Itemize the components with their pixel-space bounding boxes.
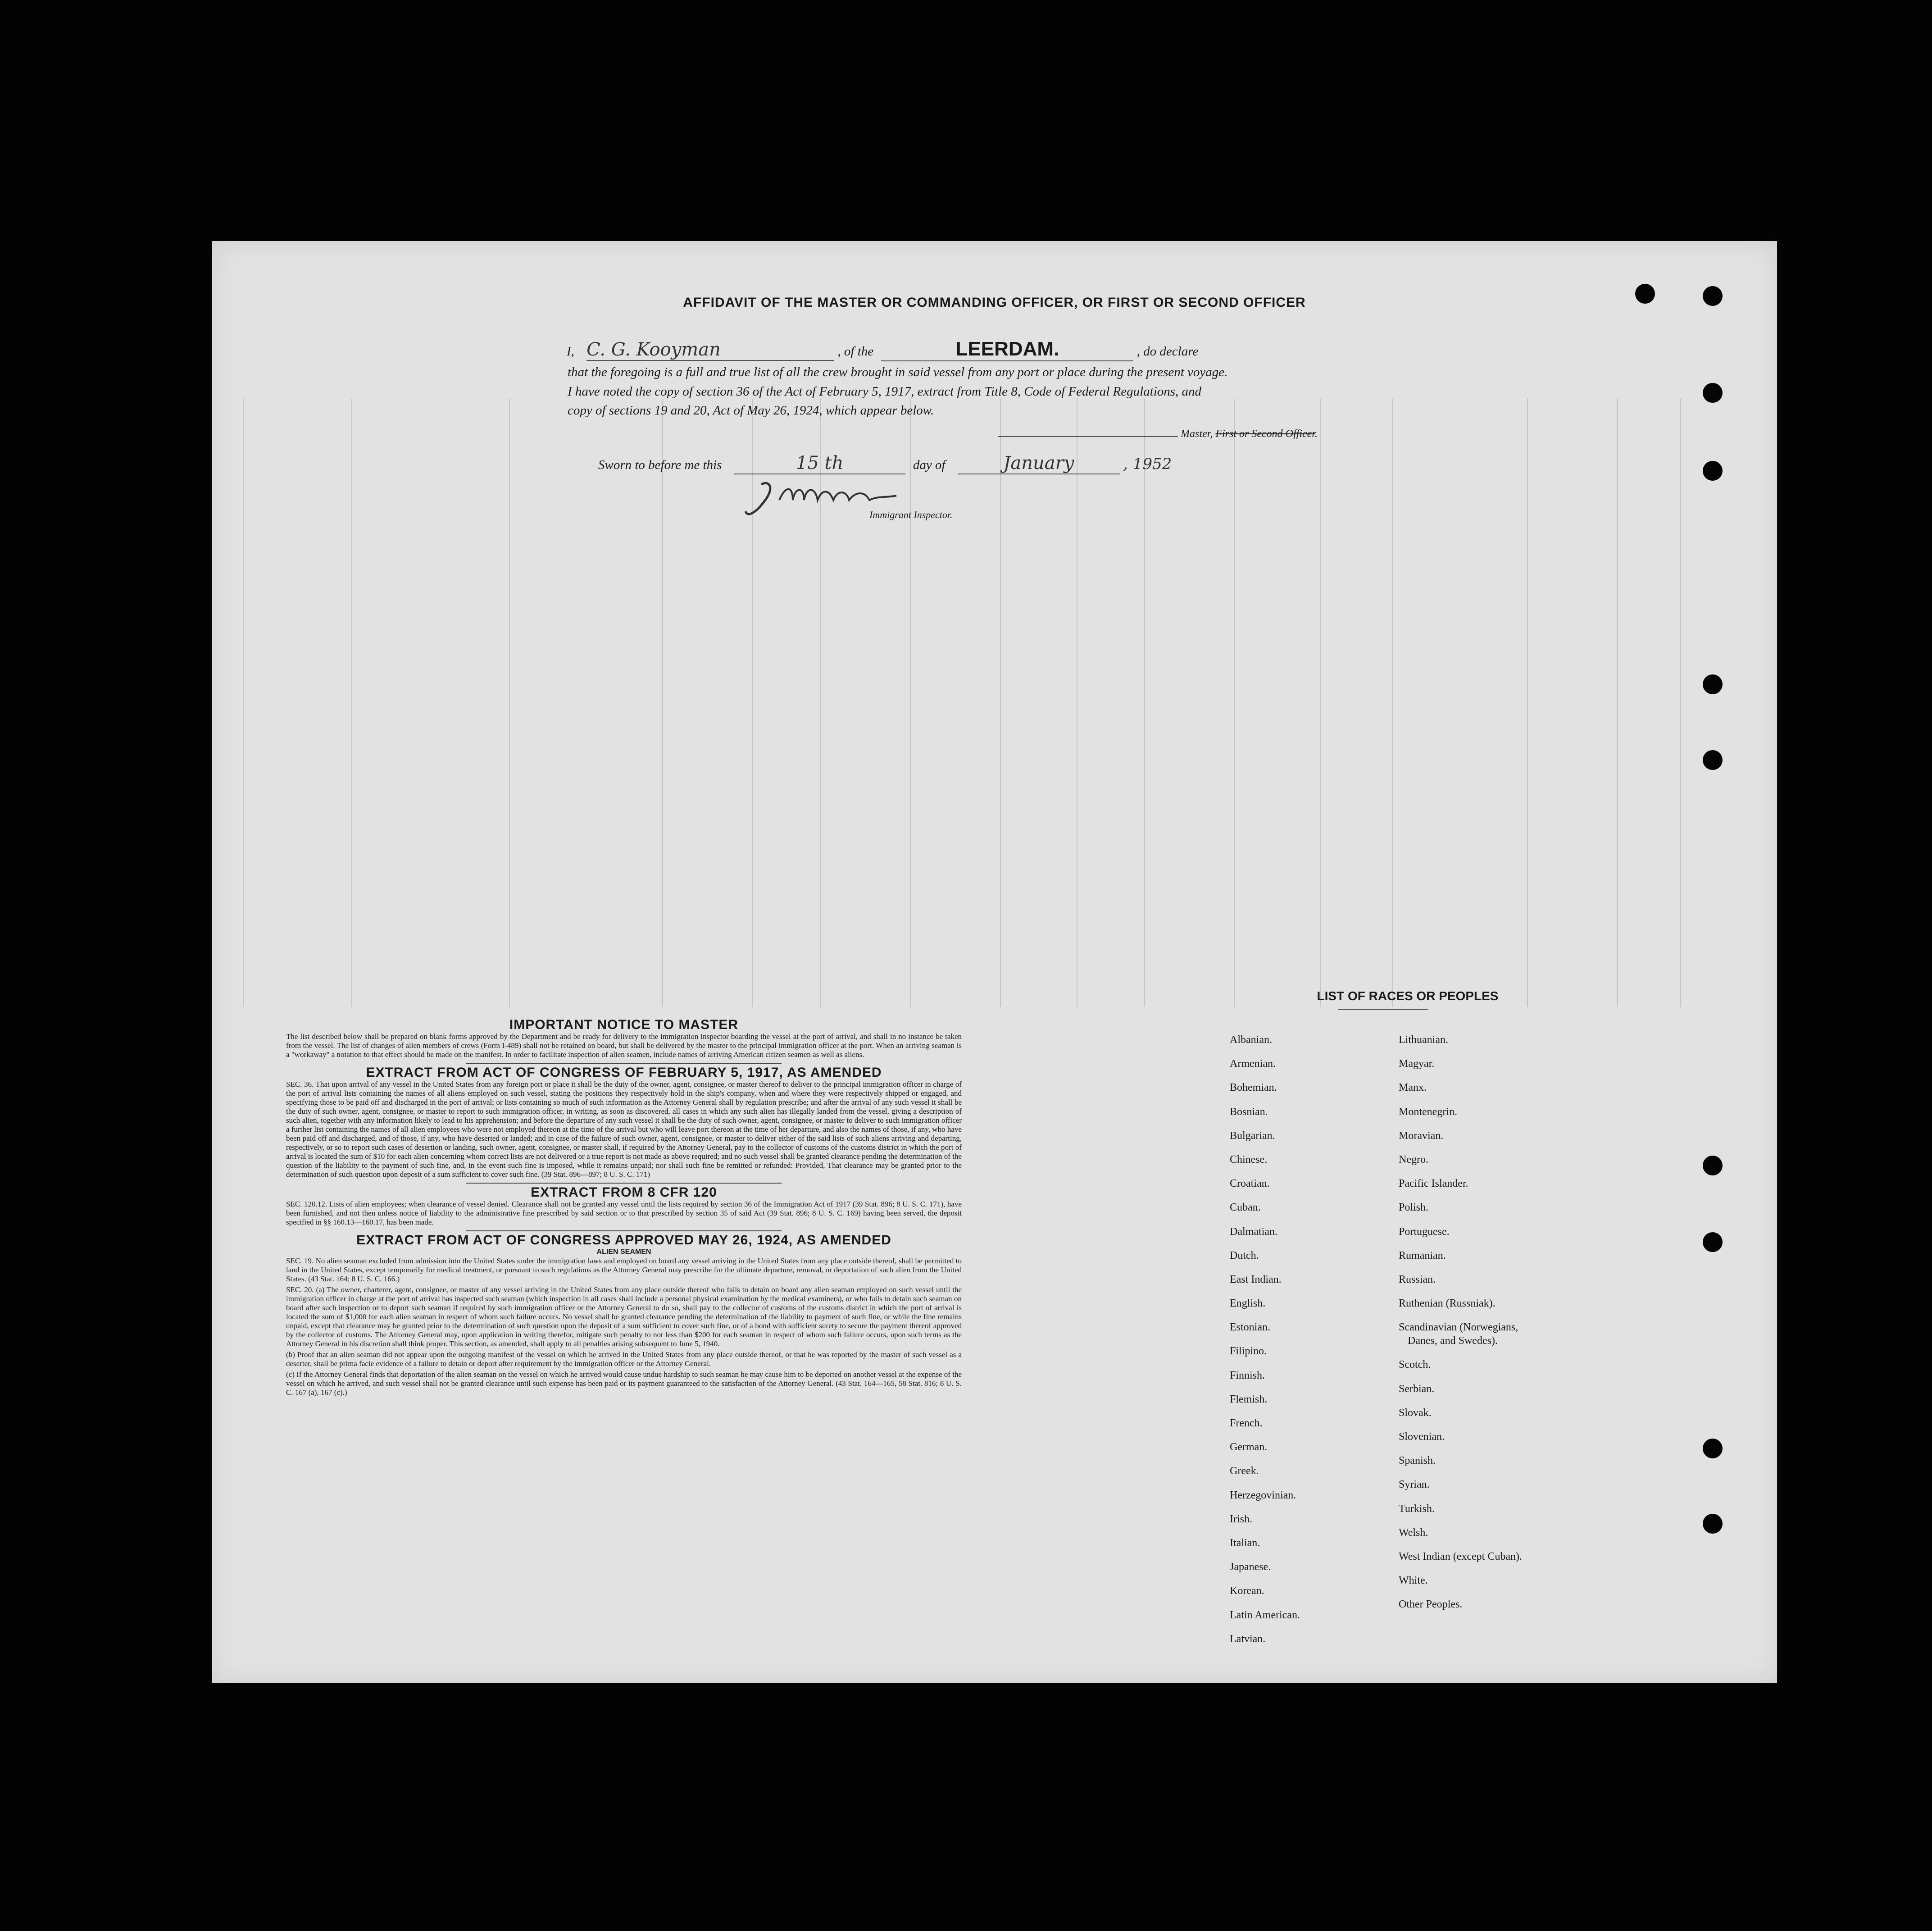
race-item: Dutch. bbox=[1230, 1249, 1259, 1262]
race-item: Italian. bbox=[1230, 1537, 1260, 1549]
race-item: Slovenian. bbox=[1399, 1431, 1445, 1443]
sworn-label: Sworn to before me this bbox=[598, 458, 722, 472]
ghost-column-line bbox=[662, 399, 663, 1007]
of-the-label: , of the bbox=[837, 344, 874, 359]
punch-hole bbox=[1703, 461, 1723, 481]
race-item: German. bbox=[1230, 1441, 1268, 1453]
race-item: Montenegrin. bbox=[1399, 1106, 1457, 1118]
do-declare-label: , do declare bbox=[1136, 344, 1199, 359]
year-handwriting: , 1952 bbox=[1123, 455, 1172, 473]
race-item: Polish. bbox=[1399, 1202, 1429, 1214]
race-item: Estonian. bbox=[1230, 1321, 1270, 1334]
race-item: Turkish. bbox=[1399, 1503, 1435, 1515]
extract-1924-sec19: SEC. 19. No alien seaman excluded from admission into the United States under the immigration laws and employed on board any vessel arriving in the United States from any place outside thereof, shall be permitted to land in the United States, except temporarily for medical treatment, or pursuant to such regulations as the Attorney General may prescribe for the ultimate departure, removal, or deportation of such alien from the United States. (43 Stat. 164; 8 U. S. C. 166.) bbox=[286, 1257, 962, 1283]
race-item: Slovak. bbox=[1399, 1407, 1432, 1419]
race-item: Armenian. bbox=[1230, 1058, 1276, 1070]
race-item: Russian. bbox=[1399, 1273, 1436, 1285]
day-of-label: day of bbox=[913, 458, 946, 472]
ghost-column-line bbox=[351, 399, 352, 1007]
race-item: East Indian. bbox=[1230, 1273, 1282, 1285]
race-item: Bosnian. bbox=[1230, 1106, 1268, 1118]
ship-name-field bbox=[881, 338, 1133, 361]
race-item: Ruthenian (Russniak). bbox=[1399, 1298, 1496, 1310]
ghost-column-line bbox=[1000, 399, 1001, 1007]
affidavit-line-2: that the foregoing is a full and true list of all the crew brought in said vessel from any port or place during the present voyage. bbox=[568, 365, 1228, 379]
race-item: Latvian. bbox=[1230, 1633, 1266, 1645]
race-item: Spanish. bbox=[1399, 1455, 1436, 1467]
extract-1917-body: SEC. 36. That upon arrival of any vessel in the United States from any foreign port or place it shall be the duty of the owner, agent, consignee, or master thereof to deliver to the principal immigration officer in charge of the port of arrival lists containing the names of all aliens employed on such vessel, stating the positions they respectively hold in the ship's company, when and where they were respectively shipped or engaged, and specifying those to be paid off and discharged in the port of arrival; or lists containing so much of such information as the Attorney General shall by regulation prescribe; and after the arrival of any such vessel it shall be the duty of such owner, agent, consignee, or master to report to such immigration officer, in writing, as soon as discovered, all cases in which any such alien has illegally landed from the vessel, giving a description of such alien, together with any information likely to lead to his apprehension; and before the departure of any such vessel it shall be the duty of such owner, agent, consignee, or master to deliver to such immigration officer a further list containing the names of all alien employees who were not employed thereon at the time of the arrival but who will leave port thereon at the time of her departure, and also the names of those, if any, who have been paid off and discharged, and of those, if any, who have deserted or landed; and in case of the failure of such owner, agent, consignee, or master to deliver either of the said lists of such aliens arriving and departing, respectively, or so to report such cases of desertion or landing, such owner, agent, consignee, or master shall, if required by the Attorney General, pay to the collector of customs of the customs district in which the port of arrival is located the sum of $10 for each alien concerning whom correct lists are not delivered or a true report is not made as above required; and no such vessel shall be granted clearance pending the determination of the question of the liability to the payment of such fine, and, in the event such fine is imposed, while it remains unpaid; nor shall such fine be remitted or refunded: Provided, That clearance may be granted prior to the determination of such question upon deposit of a sum sufficient to cover such fine. (39 Stat. 896—897; 8 U. S. C. 171) bbox=[286, 1080, 962, 1179]
ghost-column-line bbox=[1144, 399, 1145, 1007]
ghost-column-line bbox=[1392, 399, 1393, 1007]
race-item: Pacific Islander. bbox=[1399, 1178, 1468, 1190]
punch-hole bbox=[1703, 383, 1723, 403]
i-label: I, bbox=[567, 344, 574, 359]
race-item: Portuguese. bbox=[1399, 1225, 1450, 1238]
race-item: Cuban. bbox=[1230, 1202, 1261, 1214]
notice-title: IMPORTANT NOTICE TO MASTER bbox=[509, 1017, 739, 1032]
extract-1917-title: EXTRACT FROM ACT OF CONGRESS OF FEBRUARY 5, 1917, AS AMENDED bbox=[366, 1065, 882, 1080]
ghost-column-line bbox=[243, 399, 244, 1007]
officer-struck-label: First or Second Officer bbox=[1215, 428, 1315, 440]
punch-hole bbox=[1703, 1514, 1723, 1534]
race-item: Bulgarian. bbox=[1230, 1129, 1275, 1142]
race-item: Danes, and Swedes). bbox=[1408, 1335, 1498, 1347]
race-item: Manx. bbox=[1399, 1082, 1427, 1094]
extract-1924-sec20c: (c) If the Attorney General finds that deportation of the alien seaman on the vessel on which he arrived would cause undue hardship to such seaman he may cause him to be deported on another vessel at the expense of the vessel on which he arrived, and such vessel shall not be granted clearance until such expense has been paid or its payment guaranteed to the satisfaction of the Attorney General. (43 Stat. 164—165, 58 Stat. 816; 8 U. S. C. 167 (a), 167 (c).) bbox=[286, 1370, 962, 1397]
race-item: English. bbox=[1230, 1298, 1266, 1310]
races-title: LIST OF RACES OR PEOPLES bbox=[1317, 989, 1499, 1003]
ghost-column-line bbox=[509, 399, 510, 1007]
extract-cfr-body: SEC. 120.12. Lists of alien employees; when clearance of vessel denied. Clearance shall not be granted any vessel until the lists required by section 36 of the Immigration Act of 1917 (39 Stat. 896; 8 U. S. C. 171), have been furnished, and not then unless notice of liability to the administrative fine prescribed by said section or to that prescribed by section 35 of said Act (39 Stat. 896; 8 U. S. C. 169) having been served, the deposit specified in §§ 160.13—160.17, has been made. bbox=[286, 1200, 962, 1226]
ghost-column-line bbox=[1320, 399, 1321, 1007]
race-item: Finnish. bbox=[1230, 1369, 1265, 1381]
day-handwriting: 15 th bbox=[796, 453, 844, 474]
race-item: Serbian. bbox=[1399, 1383, 1435, 1395]
extract-1924-sec20a: SEC. 20. (a) The owner, charterer, agent, consignee, or master of any vessel arriving in the United States from any place outside thereof who fails to detain on board any alien seaman employed on such vessel until the immigration officer in charge at the port of arrival has inspected such seaman (which inspection in all cases shall include a personal physical examination by the medical examiners), or who fails to detain such seaman on board after such inspection or to deport such seaman if required by such immigration officer or the Attorney General to do so, shall pay to the collector of customs of the customs district in which the port of arrival is located the sum of $1,000 for each alien seaman in respect of whom such failure occurs. No vessel shall be granted clearance pending the determination of the liability to payment of such fine, or while the fine remains unpaid, except that clearance may be granted prior to the determination of such question upon the deposit of a sum sufficient to cover such fine, or of a bond with sufficient surety to secure the payment thereof approved by the collector of customs. The Attorney General may, upon application in writing therefor, mitigate such penalty to not less than $200 for each seaman in respect of whom such failure occurs, upon such terms as the Attorney General in his discretion shall think proper. This section, as amended, shall apply to all penalties arising subsequent to June 5, 1940. bbox=[286, 1285, 962, 1348]
divider bbox=[466, 1230, 782, 1231]
race-item: Korean. bbox=[1230, 1585, 1264, 1597]
notice-body: The list described below shall be prepared on blank forms approved by the Department and be ready for delivery to the immigration inspector boarding the vessel at the port of arrival, and shall in no instance be taken from the vessel. The list of changes of alien members of crews (Form I-489) shall not be retained on board, but shall be delivered by the master to the principal immigration officer at the port. When an arriving seaman is a "workaway" a notation to that effect should be made on the manifest. In order to facilitate inspection of alien seamen, include names of arriving American citizen seamen as well as aliens. bbox=[286, 1032, 962, 1059]
race-item: Syrian. bbox=[1399, 1479, 1430, 1491]
race-item: Dalmatian. bbox=[1230, 1225, 1277, 1238]
race-item: Albanian. bbox=[1230, 1034, 1272, 1046]
master-signature-field bbox=[998, 436, 1178, 437]
affidavit-line-4: copy of sections 19 and 20, Act of May 26, 1924, which appear below. bbox=[568, 403, 934, 418]
affidavit-title: AFFIDAVIT OF THE MASTER OR COMMANDING OFFICER, OR FIRST OR SECOND OFFICER bbox=[683, 295, 1306, 310]
extract-cfr-title: EXTRACT FROM 8 CFR 120 bbox=[531, 1185, 717, 1200]
day-field bbox=[734, 453, 905, 474]
race-item: Moravian. bbox=[1399, 1129, 1444, 1142]
sworn-line bbox=[598, 453, 1172, 474]
race-item: French. bbox=[1230, 1417, 1263, 1429]
race-item: Magyar. bbox=[1399, 1058, 1435, 1070]
race-item: Chinese. bbox=[1230, 1153, 1268, 1166]
race-item: Japanese. bbox=[1230, 1561, 1271, 1573]
month-handwriting: January bbox=[1003, 453, 1074, 474]
race-item: Lithuanian. bbox=[1399, 1034, 1448, 1046]
races-left-column bbox=[1230, 1034, 1300, 1657]
inspector-label: Immigrant Inspector. bbox=[869, 509, 953, 520]
master-line: Master, First or Second Officer. bbox=[998, 428, 1318, 440]
race-item: Rumanian. bbox=[1399, 1249, 1446, 1262]
race-item: Scandinavian (Norwegians, bbox=[1399, 1321, 1518, 1334]
punch-hole bbox=[1703, 674, 1723, 694]
race-item: Herzegovinian. bbox=[1230, 1489, 1296, 1501]
extract-1924-title: EXTRACT FROM ACT OF CONGRESS APPROVED MAY 26, 1924, AS AMENDED bbox=[356, 1233, 891, 1248]
race-item: Greek. bbox=[1230, 1465, 1259, 1477]
important-notice bbox=[286, 1016, 962, 1399]
officer-name-handwriting: C. G. Kooyman bbox=[586, 339, 721, 360]
ship-name: LEERDAM. bbox=[955, 338, 1059, 360]
affidavit-line-3: I have noted the copy of section 36 of the Act of February 5, 1917, extract from Title 8, Code of Federal Regulations, and bbox=[568, 384, 1202, 399]
manifest-sheet bbox=[212, 241, 1777, 1683]
race-item: West Indian (except Cuban). bbox=[1399, 1550, 1522, 1562]
race-item: Croatian. bbox=[1230, 1178, 1270, 1190]
race-item: Filipino. bbox=[1230, 1345, 1267, 1357]
race-item: Latin American. bbox=[1230, 1609, 1300, 1621]
race-item: Other Peoples. bbox=[1399, 1599, 1463, 1611]
divider bbox=[1338, 1009, 1428, 1010]
affidavit-declaration-line bbox=[567, 338, 1198, 361]
punch-hole bbox=[1703, 1156, 1723, 1175]
ghost-column-line bbox=[1527, 399, 1528, 1007]
divider bbox=[466, 1063, 782, 1064]
month-field bbox=[958, 453, 1120, 474]
punch-hole bbox=[1703, 750, 1723, 770]
ghost-column-line bbox=[1234, 399, 1235, 1007]
race-item: White. bbox=[1399, 1575, 1428, 1587]
race-item: Irish. bbox=[1230, 1513, 1252, 1525]
officer-name-field bbox=[586, 339, 834, 361]
ghost-column-line bbox=[1680, 399, 1681, 1007]
race-item: Bohemian. bbox=[1230, 1082, 1277, 1094]
race-item: Negro. bbox=[1399, 1153, 1428, 1166]
alien-seamen-subtitle: ALIEN SEAMEN bbox=[596, 1248, 651, 1256]
divider bbox=[466, 1183, 782, 1184]
punch-hole bbox=[1703, 1232, 1723, 1252]
race-item: Scotch. bbox=[1399, 1359, 1431, 1371]
ghost-column-line bbox=[1617, 399, 1618, 1007]
extract-1924-sec20b: (b) Proof that an alien seaman did not appear upon the outgoing manifest of the vessel on which he arrived in the United States from any place outside thereof, or that he was reported by the master of such vessel as a deserter, shall be prima facie evidence of a failure to detain or deport after requirement by the immigration officer or the Attorney General. bbox=[286, 1350, 962, 1368]
punch-hole bbox=[1703, 1439, 1723, 1458]
races-right-column bbox=[1399, 1034, 1522, 1623]
races-list bbox=[1230, 989, 1545, 1645]
race-item: Welsh. bbox=[1399, 1526, 1428, 1539]
race-item: Flemish. bbox=[1230, 1393, 1268, 1405]
master-label: Master, bbox=[1181, 428, 1213, 440]
